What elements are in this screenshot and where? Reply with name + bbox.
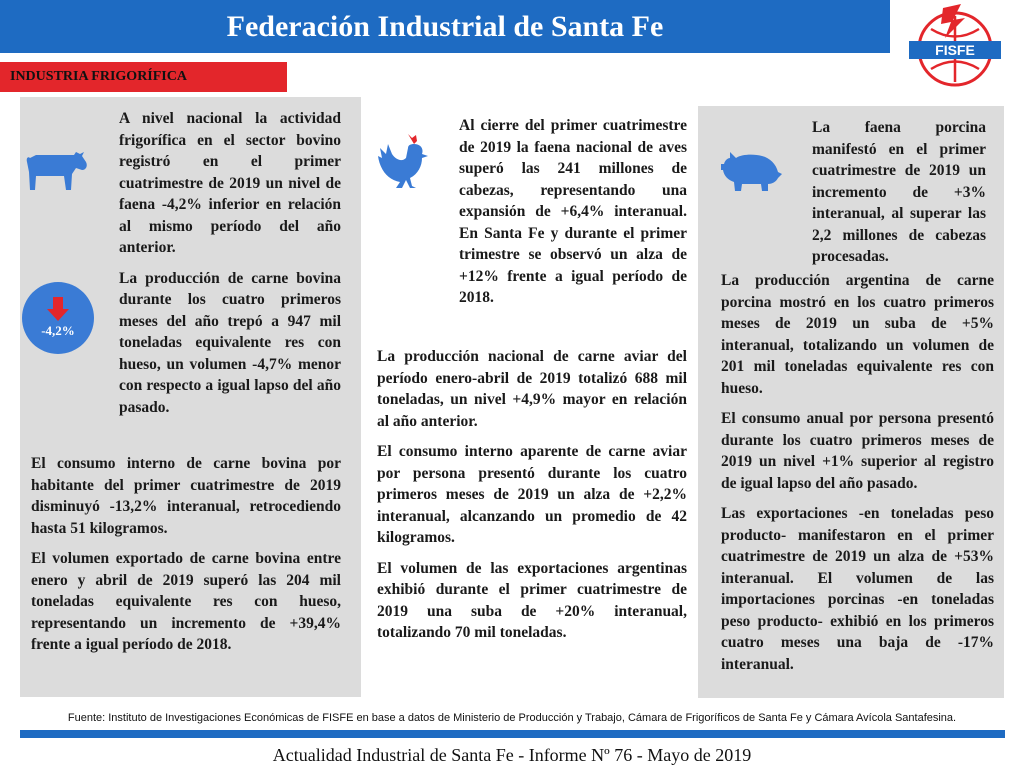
aves-paragraph-2: La producción nacional de carne aviar del período enero-abril de 2019 totalizó 688 mil toneladas, un nivel +4,9% mayor en relación al año anterior. bbox=[377, 348, 687, 430]
report-footer: Actualidad Industrial de Santa Fe - Informe Nº 76 - Mayo de 2019 bbox=[272, 745, 752, 765]
section-label: INDUSTRIA FRIGORÍFICA bbox=[0, 62, 287, 92]
fisfe-logo bbox=[905, 4, 1005, 88]
page-title: Federación Industrial de Santa Fe bbox=[0, 0, 890, 53]
cow-icon bbox=[24, 146, 88, 192]
logo-text: FISFE bbox=[935, 42, 975, 58]
bovino-paragraph-2: La producción de carne bovina durante los cuatro primeros meses del año trepó a 947 mil toneladas equivalente res con hueso, un volumen -4,7% menor con respecto a igual lapso del año pasado. bbox=[119, 269, 341, 416]
aves-paragraph-1: Al cierre del primer cuatrimestre de 2019 la faena nacional de aves superó las 241 millones de cabezas, representando una expansión de +6,4% interanual. En Santa Fe y durante el primer trimestre se observó un alza de +12% frente a igual período de 2018. bbox=[459, 117, 687, 306]
bovino-change-badge bbox=[22, 282, 94, 354]
aves-paragraph-3: El consumo interno aparente de carne aviar por persona presentó durante los cuatro primeros meses de 2019 un alza de +2,2% interanual, alcanzando un promedio de 42 kilogramos. bbox=[377, 443, 687, 546]
down-arrow-icon bbox=[46, 297, 70, 321]
aves-text-bottom bbox=[377, 346, 687, 644]
porcino-paragraph-4: Las exportaciones -en toneladas peso producto- manifestaron en el primer cuatrimestre de 2019 un alza de +53% interanual. El volumen de las importaciones porcinas -en toneladas peso producto- exhibió en los primeros cuatro meses una baja de -17% interanual. bbox=[721, 505, 994, 673]
porcino-text-top bbox=[812, 117, 986, 268]
porcino-paragraph-3: El consumo anual por persona presentó durante los cuatro primeros meses de 2019 un nivel +1% superior al registro de igual lapso del año pasado. bbox=[721, 410, 994, 492]
footer-divider bbox=[20, 730, 1005, 738]
aves-text-top bbox=[459, 115, 687, 309]
badge-value: -4,2% bbox=[41, 323, 75, 338]
porcino-paragraph-2: La producción argentina de carne porcina mostró en los cuatro primeros meses de 2019 un suba de +5% interanual, totalizando un volumen de 201 mil toneladas equivalente res con hueso. bbox=[721, 272, 994, 397]
bovino-paragraph-4: El volumen exportado de carne bovina entre enero y abril de 2019 superó las 204 mil toneladas equivalente res con hueso, representando un incremento de +39,4% frente a igual período de 2018. bbox=[31, 550, 341, 653]
bovino-text-top bbox=[119, 108, 341, 418]
bovino-text-bottom bbox=[31, 453, 341, 656]
source-note: Fuente: Instituto de Investigaciones Económicas de FISFE en base a datos de Ministerio de Producción y Trabajo, Cámara de Frigoríficos de Santa Fe y Cámara Avícola Santafesina. bbox=[67, 712, 957, 724]
aves-paragraph-4: El volumen de las exportaciones argentinas exhibió durante el primer cuatrimestre de 2019 una suba de +20% interanual, totalizando 70 mil toneladas. bbox=[377, 559, 687, 641]
bovino-paragraph-3: El consumo interno de carne bovina por habitante del primer cuatrimestre de 2019 disminuyó -13,2% interanual, retrocediendo hasta 51 kilogramos. bbox=[31, 455, 341, 537]
chicken-icon bbox=[376, 132, 430, 196]
porcino-text-bottom bbox=[721, 270, 994, 675]
bovino-paragraph-1: A nivel nacional la actividad frigorífica en el sector bovino registró en el primer cuatrimestre de 2019 un nivel de faena -4,2% inferior en relación al mismo período del año anterior. bbox=[119, 110, 341, 256]
porcino-paragraph-1: La faena porcina manifestó en el primer cuatrimestre de 2019 un incremento de +3% interanual, al superar las 2,2 millones de cabezas procesadas. bbox=[812, 119, 986, 265]
pig-icon bbox=[720, 148, 784, 192]
